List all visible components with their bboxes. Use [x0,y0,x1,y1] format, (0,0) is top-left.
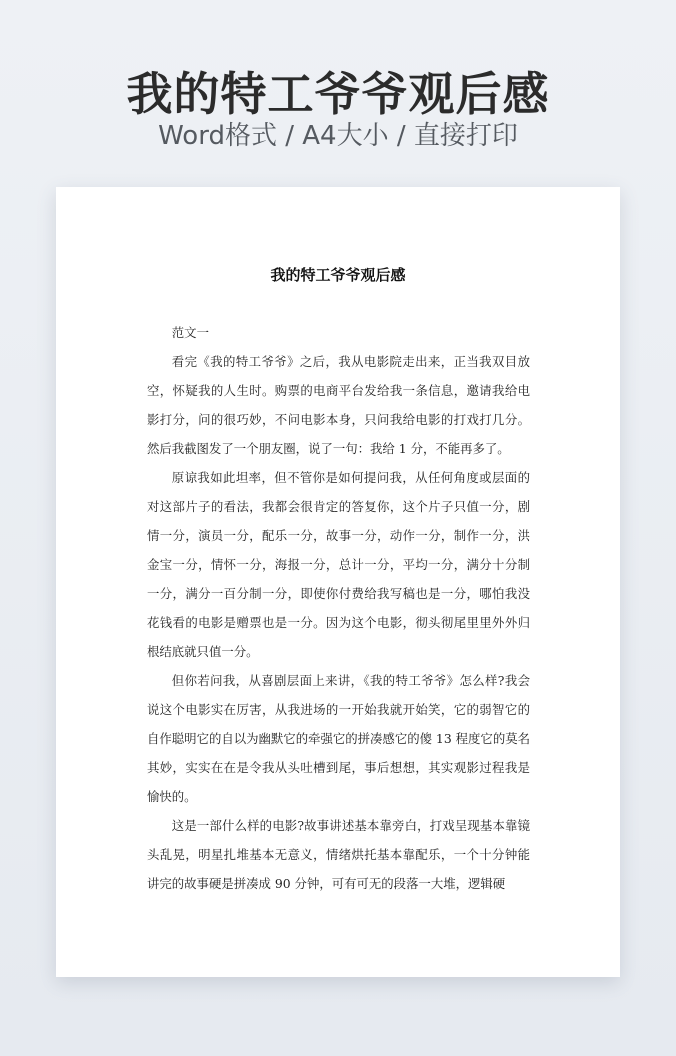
doc-paragraph: 这是一部什么样的电影?故事讲述基本靠旁白，打戏呈现基本靠镜头乱晃，明星扎堆基本无意义，情绪烘托基本靠配乐，一个十分钟能讲完的故事硬是拼凑成 90 分钟，可有可无的段落一大堆，逻辑硬 [147,818,530,891]
doc-paragraph: 看完《我的特工爷爷》之后，我从电影院走出来，正当我双目放空，怀疑我的人生时。购票的电商平台发给我一条信息，邀请我给电影打分，问的很巧妙，不问电影本身，只问我给电影的打戏打几分。然后我截图发了一个朋友圈，说了一句：我给 1 分，不能再多了。 [147,354,530,456]
doc-paragraph: 但你若问我，从喜剧层面上来讲，《我的特工爷爷》怎么样?我会说这个电影实在厉害，从我进场的一开始我就开始笑，它的弱智它的自作聪明它的自以为幽默它的牵强它的拼凑感它的傻 13 程度它的莫名其妙，实实在在是令我从头吐槽到尾，事后想想，其实观影过程我是愉快的。 [147,673,530,804]
document-title: 我的特工爷爷观后感 [270,266,406,284]
document-page [56,187,620,977]
page-title: 我的特工爷爷观后感 [126,67,550,121]
page-subtitle: Word格式 / A4大小 / 直接打印 [158,121,518,151]
doc-paragraph: 原谅我如此坦率，但不管你是如何提问我，从任何角度或层面的对这部片子的看法，我都会很肯定的答复你，这个片子只值一分，剧情一分，演员一分，配乐一分，故事一分，动作一分，制作一分，洪金宝一分，情怀一分，海报一分，总计一分，平均一分，满分十分制一分，满分一百分制一分，即使你付费给我写稿也是一分，哪怕我没花钱看的电影是赠票也是一分。因为这个电影，彻头彻尾里里外外归根结底就只值一分。 [147,470,530,659]
document-body [147,318,530,898]
doc-paragraph-label: 范文一 [171,325,209,340]
